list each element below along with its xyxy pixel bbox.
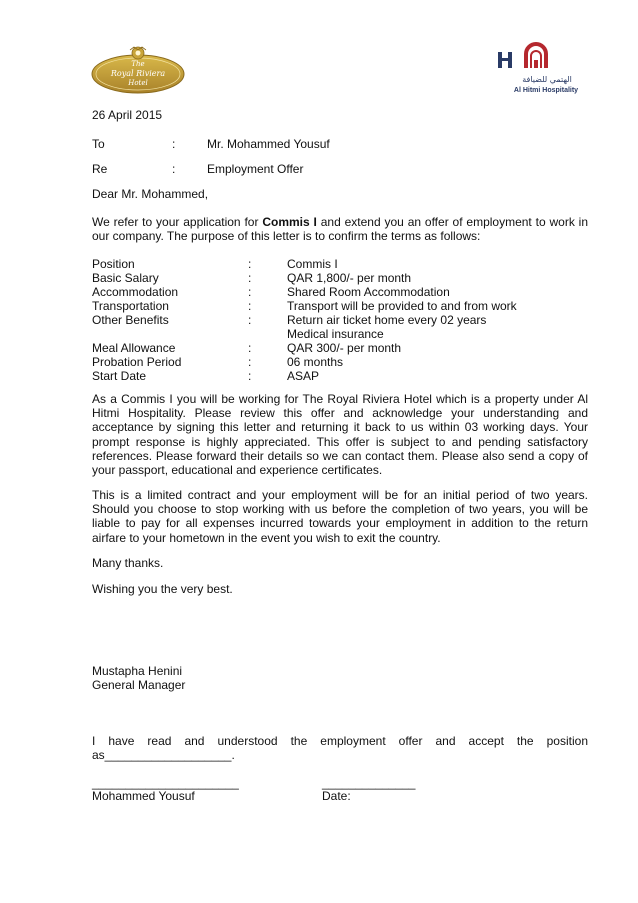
term-colon: :	[248, 369, 252, 383]
term-colon: :	[248, 285, 252, 299]
signature-name-label: Mohammed Yousuf	[92, 789, 195, 803]
to-row	[0, 137, 638, 151]
royal-riviera-logo	[90, 44, 186, 94]
term-value: ASAP	[287, 369, 320, 383]
term-value: Shared Room Accommodation	[287, 285, 450, 299]
al-hitmi-english-text: Al Hitmi Hospitality	[513, 87, 579, 94]
term-value: Medical insurance	[287, 327, 384, 341]
terms-row	[0, 299, 638, 313]
salutation: Dear Mr. Mohammed,	[92, 187, 209, 201]
body-paragraph-review: As a Commis I you will be working for The Royal Riviera Hotel which is a property under Al Hitmi Hospitality. Please review this offer and acknowledge your understanding and acceptance by signing this letter and returning it back to us within 03 working days. Your prompt response is highly appreciated. This offer is subject to and pending satisfactory references. Please forward their details so we can contact them. Please also send a copy of your passport, educational and experience certificates.	[92, 392, 588, 478]
signature-line-date: ______________	[322, 776, 416, 790]
signature-line-name: ______________________	[92, 776, 239, 790]
term-value: 06 months	[287, 355, 344, 369]
subject: Employment Offer	[207, 162, 304, 176]
term-colon: :	[248, 355, 252, 369]
to-colon: :	[172, 137, 176, 151]
term-value: QAR 300/- per month	[287, 341, 402, 355]
terms-row	[0, 327, 638, 341]
term-colon: :	[248, 341, 252, 355]
intro-text-post: and extend you an offer of employment to work in our company. The purpose of this letter is to confirm the terms as follows:	[92, 215, 589, 244]
recipient-name: Mr. Mohammed Yousuf	[207, 137, 330, 151]
terms-row	[0, 257, 638, 271]
intro-paragraph	[92, 215, 588, 243]
term-value: QAR 1,800/- per month	[287, 271, 412, 285]
terms-row	[0, 341, 638, 355]
re-label: Re	[92, 162, 108, 176]
term-value: Commis I	[287, 257, 338, 271]
logo-text-the: The	[131, 60, 145, 68]
re-row	[0, 162, 638, 176]
term-label: Basic Salary	[92, 271, 159, 285]
al-hitmi-emblem-icon	[492, 40, 592, 76]
wishes-line: Wishing you the very best.	[92, 582, 233, 596]
logo-text-royal-riviera: Royal Riviera	[110, 69, 166, 78]
terms-row	[0, 313, 638, 327]
intro-text-pre: We refer to your application for	[92, 215, 263, 229]
terms-row	[0, 369, 638, 383]
term-label: Meal Allowance	[92, 341, 176, 355]
term-label: Position	[92, 257, 135, 271]
term-label: Start Date	[92, 369, 147, 383]
term-colon: :	[248, 271, 252, 285]
logo-text-hotel: Hotel	[128, 79, 148, 87]
signature-date-label: Date:	[322, 789, 351, 803]
al-hitmi-arabic-text: الهتمي للضيافة	[522, 75, 572, 84]
letter-date: 26 April 2015	[92, 108, 163, 122]
terms-row	[0, 271, 638, 285]
term-value: Transport will be provided to and from work	[287, 299, 517, 313]
signer-title: General Manager	[92, 678, 186, 692]
terms-row	[0, 355, 638, 369]
term-colon: :	[248, 313, 252, 327]
acknowledgement-line: I have read and understood the employment offer and accept the position	[92, 734, 588, 748]
term-label: Other Benefits	[92, 313, 169, 327]
al-hitmi-logo	[492, 40, 592, 98]
terms-table	[0, 257, 638, 383]
signer-name: Mustapha Henini	[92, 664, 183, 678]
intro-position-bold: Commis I	[262, 215, 317, 229]
term-label: Probation Period	[92, 355, 182, 369]
term-colon: :	[248, 257, 252, 271]
term-colon: :	[248, 299, 252, 313]
term-label: Transportation	[92, 299, 169, 313]
thanks-line: Many thanks.	[92, 556, 164, 570]
term-label: Accommodation	[92, 285, 179, 299]
terms-row	[0, 285, 638, 299]
term-value: Return air ticket home every 02 years	[287, 313, 487, 327]
to-label: To	[92, 137, 105, 151]
acknowledgement-position-blank: as___________________.	[92, 748, 235, 762]
body-paragraph-contract: This is a limited contract and your employment will be for an initial period of two years. Should you choose to stop working with us before the completion of two years, you will be liable to pay for all expenses incurred towards your employment in addition to the return airfare to your hometown in the event you wish to exit the country.	[92, 488, 588, 545]
re-colon: :	[172, 162, 176, 176]
